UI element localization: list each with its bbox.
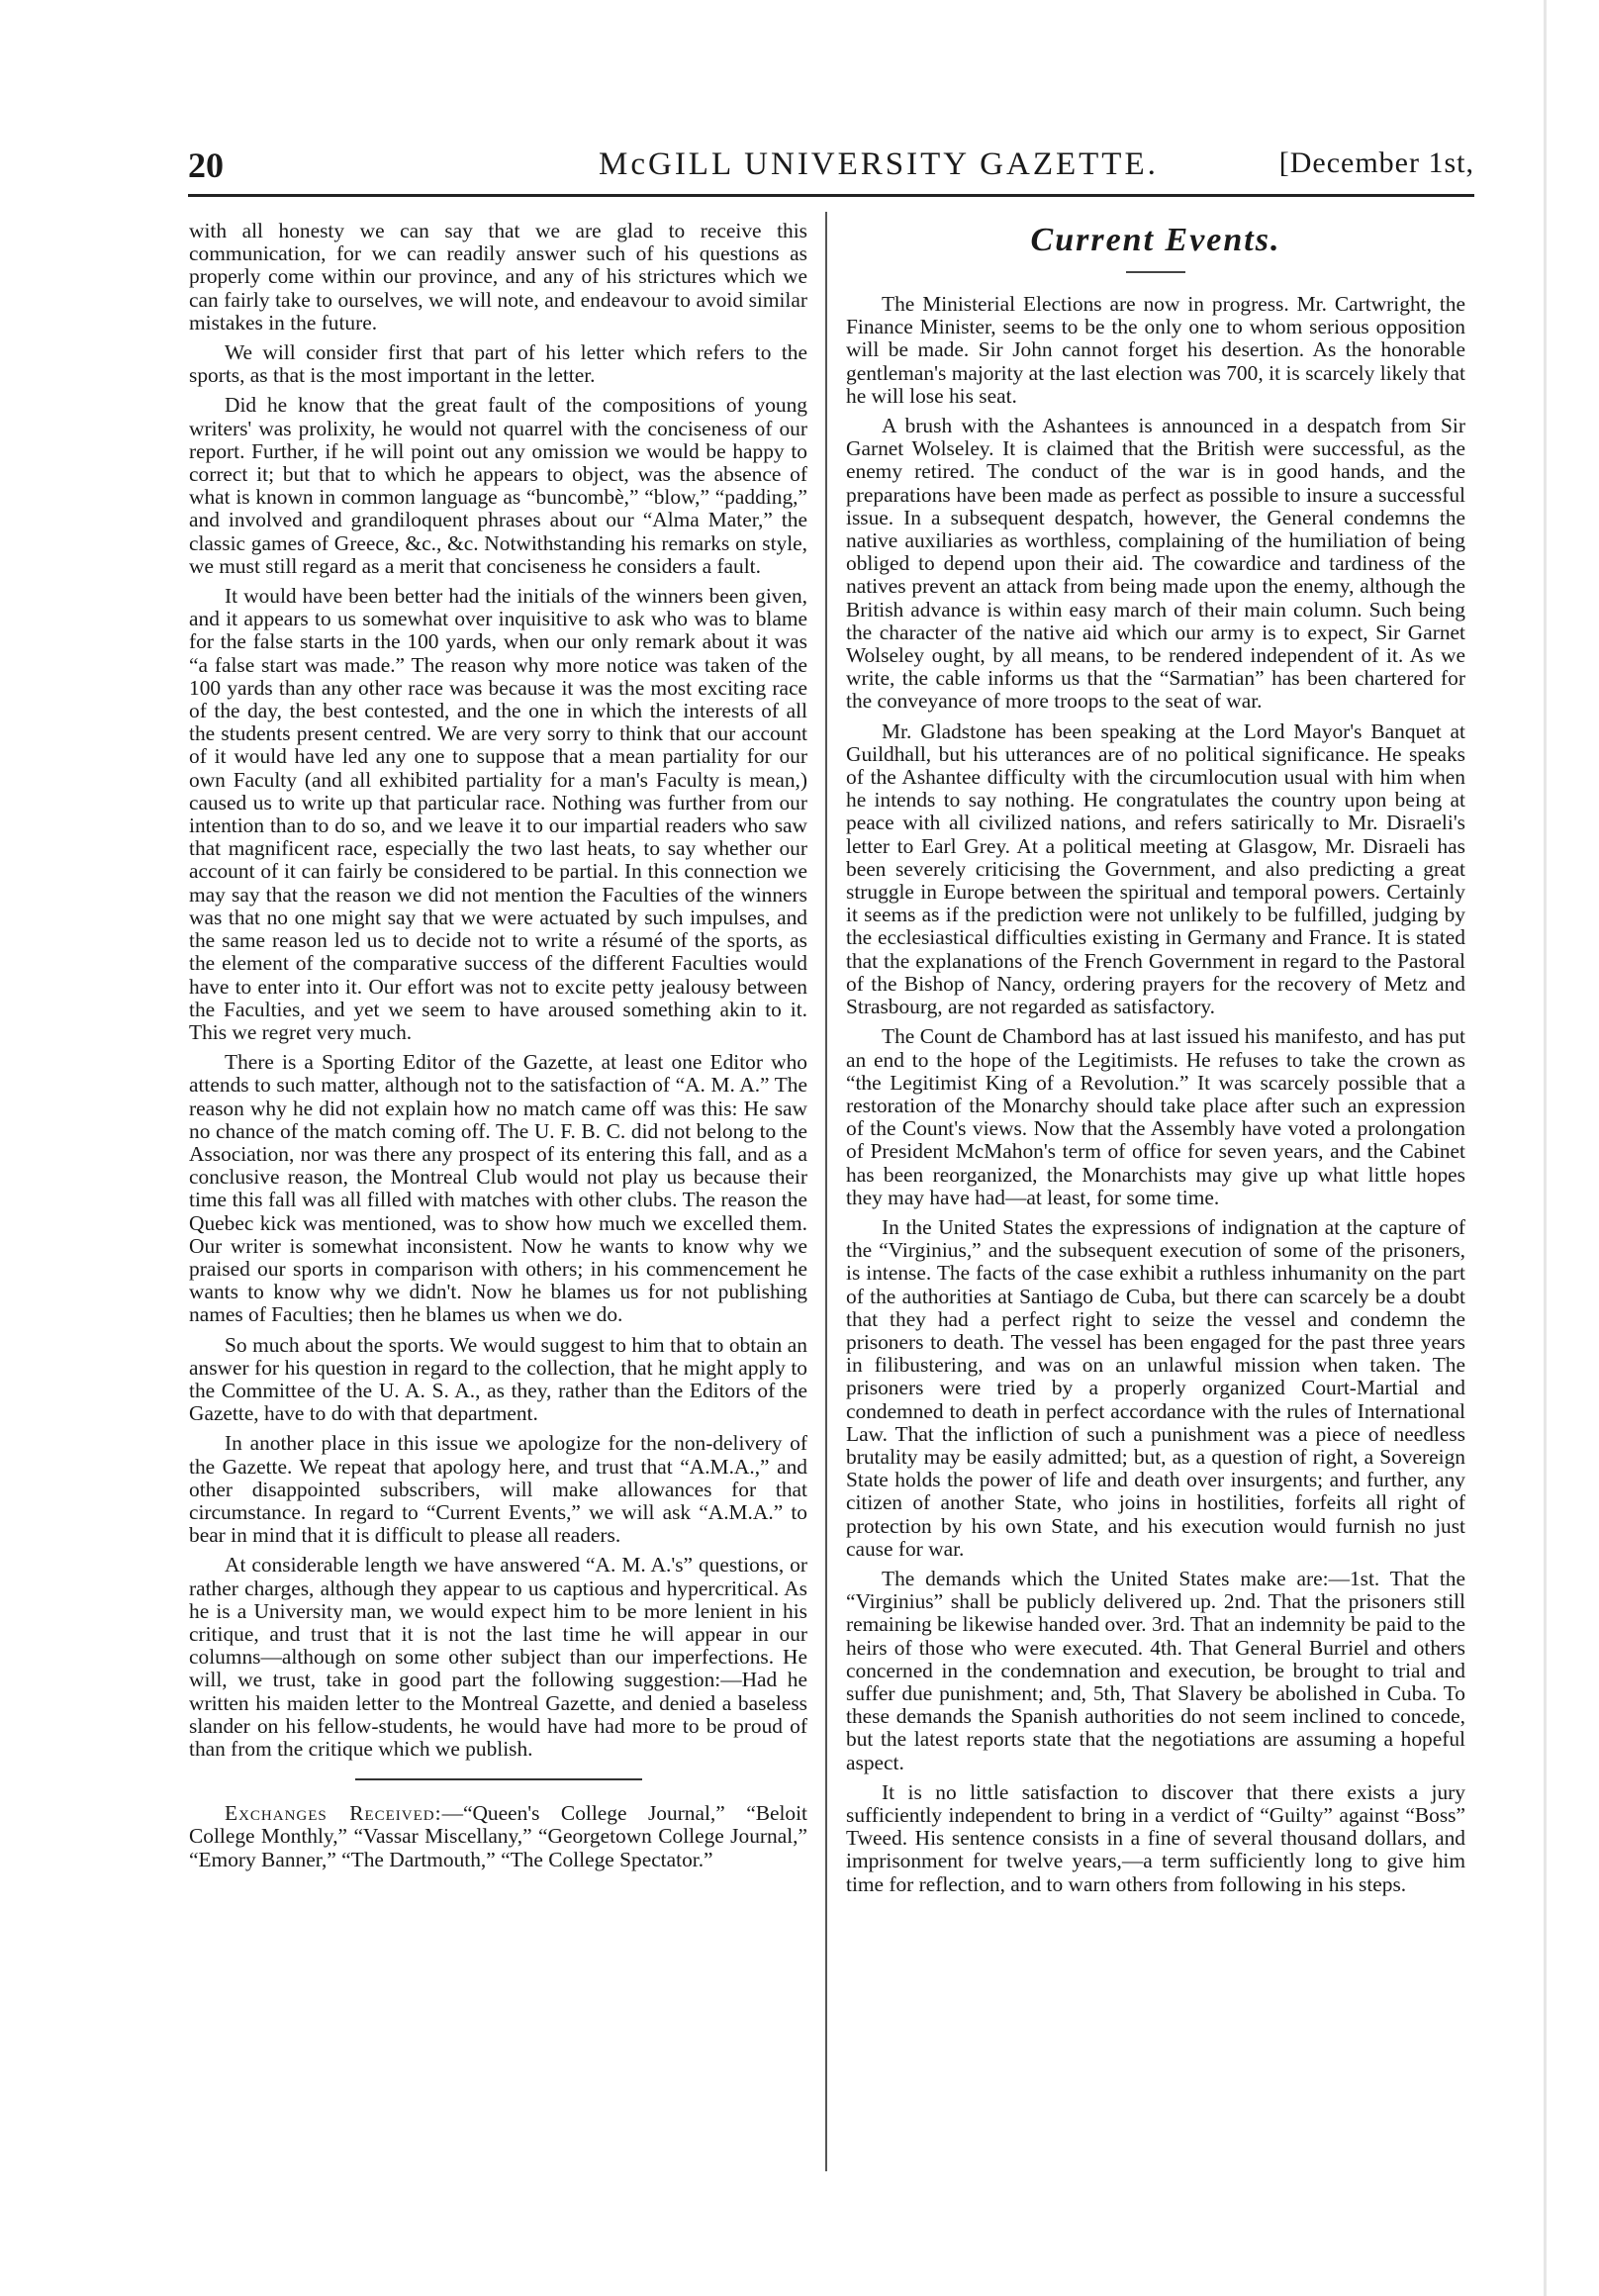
- exchanges-lead: Exchanges Received:: [225, 1801, 442, 1826]
- heading-rule: [1126, 271, 1185, 273]
- header-rule: [188, 194, 1474, 197]
- news-paragraph: In the United States the expressions of indignation at the capture of the “Virginius,” and the subsequent execution of some of the prisoners, is intense. The facts of the case exhibit a ruthless inhumanity on the part of the authorities at Santiago de Cuba, but there can scarcely be a doubt that they had a perfect right to seize the vessel and condemn the prisoners to death. The vessel has been engaged for the past three years in filibustering, and was on an unlawful mission when taken. The prisoners were tried by a properly organized Court-Martial and condemned to death in perfect accordance with the rules of International Law. That the infliction of such a punishment was a piece of needless brutality may be easily admitted; but, as a question of right, a Sovereign State holds the power of life and death over insurgents; and further, any citizen of another State, who joins in hostilities, forfeits all right of protection by his own State, and his execution would furnish no just cause for war.: [846, 1214, 1465, 1561]
- news-paragraph: It is no little satisfaction to discover that there exists a jury sufficiently independent to bring in a verdict of “Guilty” against “Boss” Tweed. His sentence consists in a fine of several thousand dollars, and imprisonment for twelve years,—a term sufficiently long to give him time for reflection, and to warn others from following in his steps.: [846, 1779, 1465, 1896]
- article-paragraph: It would have been better had the initials of the winners been given, and it appears to us somewhat over inquisitive to ask who was to blame for the false starts in the 100 yards, when our only remark about it was “a false start was made.” The reason why more notice was taken of the 100 yards than any other race was because it was the most exciting race of the day, the best contested, and the one in which the interests of all the students present centred. We are very sorry to think that our account of it would have led any one to suppose that a mean partiality for our own Faculty (and all exhibited partiality for a man's Faculty is mean,) caused us to write up that particular race. Nothing was further from our intention than to do so, and we leave it to our impartial readers who saw that magnificent race, especially the two last heats, to say whether our account of it can fairly be considered to be partial. In this connection we may say that the reason we did not mention the Faculties of the winners was that no one might say that we were actuated by such impulses, and the same reason led us to decide not to write a résumé of the sports, as the element of the comparative success of the different Faculties would have to enter into it. Our effort was not to excite petty jealousy between the Faculties, and yet we seem to have aroused something akin to it. This we regret very much.: [189, 584, 807, 1044]
- page-header: [188, 137, 1474, 192]
- current-events-heading: Current Events.: [1030, 222, 1281, 258]
- column-divider: [825, 212, 827, 2171]
- exchanges-list: —“Queen's College Journal,” “Beloit College Monthly,” “Vassar Miscellany,” “Georgetown College Journal,” “Emory Banner,” “The Dartmouth,” “The College Spectator.”: [189, 1801, 807, 1871]
- right-column: [846, 220, 1465, 1896]
- left-column: [189, 220, 807, 1871]
- news-paragraph: The demands which the United States make are:—1st. That the “Virginius” shall be publicly delivered up. 2nd. That the prisoners still remaining be likewise handed over. 3rd. That an indemnity be paid to the heirs of those who were executed. 4th. That General Burriel and others concerned in the condemnation and execution, be brought to trial and suffer due punishment; and, 5th, That Slavery be abolished in Cuba. To these demands the Spanish authorities do not seem inclined to concede, but the latest reports state that the negotiations are assuming a hopeful aspect.: [846, 1566, 1465, 1774]
- article-paragraph: So much about the sports. We would suggest to him that to obtain an answer for his question in regard to the collection, that he might apply to the Committee of the U. A. S. A., as they, rather than the Editors of the Gazette, have to do with that department.: [189, 1332, 807, 1426]
- news-paragraph: Mr. Gladstone has been speaking at the Lord Mayor's Banquet at Guildhall, but his utterances are of no political significance. He speaks of the Ashantee difficulty with the circumlocution usual with him when he intends to say nothing. He congratulates the country upon being at peace with all civilized nations, and refers satirically to Mr. Disraeli's letter to Earl Grey. At a political meeting at Glasgow, Mr. Disraeli has been severely criticising the Government, and also predicting a great struggle in Europe between the spiritual and temporal powers. Certainly it seems as if the prediction were not unlikely to be fulfilled, judging by the ecclesiastical difficulties existing in Germany and France. It is stated that the explanations of the French Government in regard to the Pastoral of the Bishop of Nancy, ordering prayers for the recovery of Metz and Strasbourg, are not regarded as satisfactory.: [846, 718, 1465, 1019]
- section-divider: [355, 1778, 642, 1780]
- article-paragraph: Did he know that the great fault of the compositions of young writers' was prolixity, he would not quarrel with the conciseness of our report. Further, if he will point out any omission we would be happy to correct it; but that to which he appears to object, was the absence of what is known in common language as “buncombè,” “blow,” “padding,” and involved and grandiloquent phrases about our “Alma Mater,” the classic games of Greece, &c., &c. Notwithstanding his remarks on style, we must still regard as a merit that conciseness he considers a fault.: [189, 393, 807, 578]
- news-paragraph: A brush with the Ashantees is announced in a despatch from Sir Garnet Wolseley. It is claimed that the British were successful, as the enemy retired. The conduct of the war is in good hands, and the preparations have been made as perfect as possible to insure a successful issue. In a subsequent despatch, however, the General condemns the native auxiliaries as worthless, complaining of the humiliation of being obliged to depend upon their aid. The cowardice and tardiness of the natives prevent an attack from being made upon the enemy, although the British advance is within easy march of their main column. Such being the character of the native aid which our army is to expect, Sir Garnet Wolseley ought, by all means, to be rendered independent of it. As we write, the cable informs us that the “Sarmatian” has been chartered for the conveyance of more troops to the seat of war.: [846, 414, 1465, 714]
- article-paragraph: There is a Sporting Editor of the Gazette, at least one Editor who attends to such matter, although not to the satisfaction of “A. M. A.” The reason why he did not explain how no match came off was this: He saw no chance of the match coming off. The U. F. B. C. did not belong to the Association, nor was there any prospect of its entering this fall, and as a conclusive reason, the Montreal Club would not play us because their time this fall was all filled with matches with other clubs. The reason the Quebec kick was mentioned, was to show how much we excelled them. Our writer is somewhat inconsistent. Now he wants to know why we praised our sports in comparison with others; in his commencement he wants to know why we didn't. Now he blames us for not publishing names of Faculties; then he blames us when we do.: [189, 1050, 807, 1327]
- exchanges-received: [189, 1802, 807, 1871]
- page-edge: [1544, 0, 1547, 2296]
- page-number: 20: [188, 145, 224, 185]
- article-paragraph: In another place in this issue we apologize for the non-delivery of the Gazette. We repeat that apology here, and trust that “A.M.A.,” and other disappointed subscribers, will make allowances for that circumstance. In regard to “Current Events,” we will ask “A.M.A.” to bear in mind that it is difficult to please all readers.: [189, 1431, 807, 1548]
- article-paragraph: We will consider first that part of his letter which refers to the sports, as that is the most important in the letter.: [189, 340, 807, 388]
- article-paragraph: with all honesty we can say that we are glad to receive this communication, for we can readily answer such of his questions as properly come within our province, and any of his strictures which we can fairly take to ourselves, we will note, and endeavour to avoid similar mistakes in the future.: [189, 219, 807, 335]
- news-paragraph: The Ministerial Elections are now in progress. Mr. Cartwright, the Finance Minister, seems to be the only one to whom serious opposition will be made. Sir John cannot forget his desertion. As the honorable gentleman's majority at the last election was 700, it is scarcely likely that he will lose his seat.: [846, 292, 1465, 408]
- issue-date: [December 1st,: [1278, 146, 1474, 179]
- article-paragraph: At considerable length we have answered “A. M. A.'s” questions, or rather charges, although they appear to us captious and hypercritical. As he is a University man, we would expect him to be more lenient in his critique, and trust that it is not the last time he will appear in our columns—although on some other subject than our imperfections. He will, we trust, take in good part the following suggestion:—Had he written his maiden letter to the Montreal Gazette, and denied a baseless slander on his fellow-students, he would have had more to be proud of than from the critique which we publish.: [189, 1553, 807, 1761]
- news-paragraph: The Count de Chambord has at last issued his manifesto, and has put an end to the hope of the Legitimists. He refuses to take the crown as “the Legitimist King of a Revolution.” It was scarcely possible that a restoration of the Monarchy should take place after such an expression of the Count's views. Now that the Assembly have voted a prolongation of President McMahon's term of office for seven years, and the Cabinet has been reorganized, the Monarchists may give up what little hopes they may have had—at least, for some time.: [846, 1024, 1465, 1209]
- journal-title: McGILL UNIVERSITY GAZETTE.: [599, 146, 1159, 182]
